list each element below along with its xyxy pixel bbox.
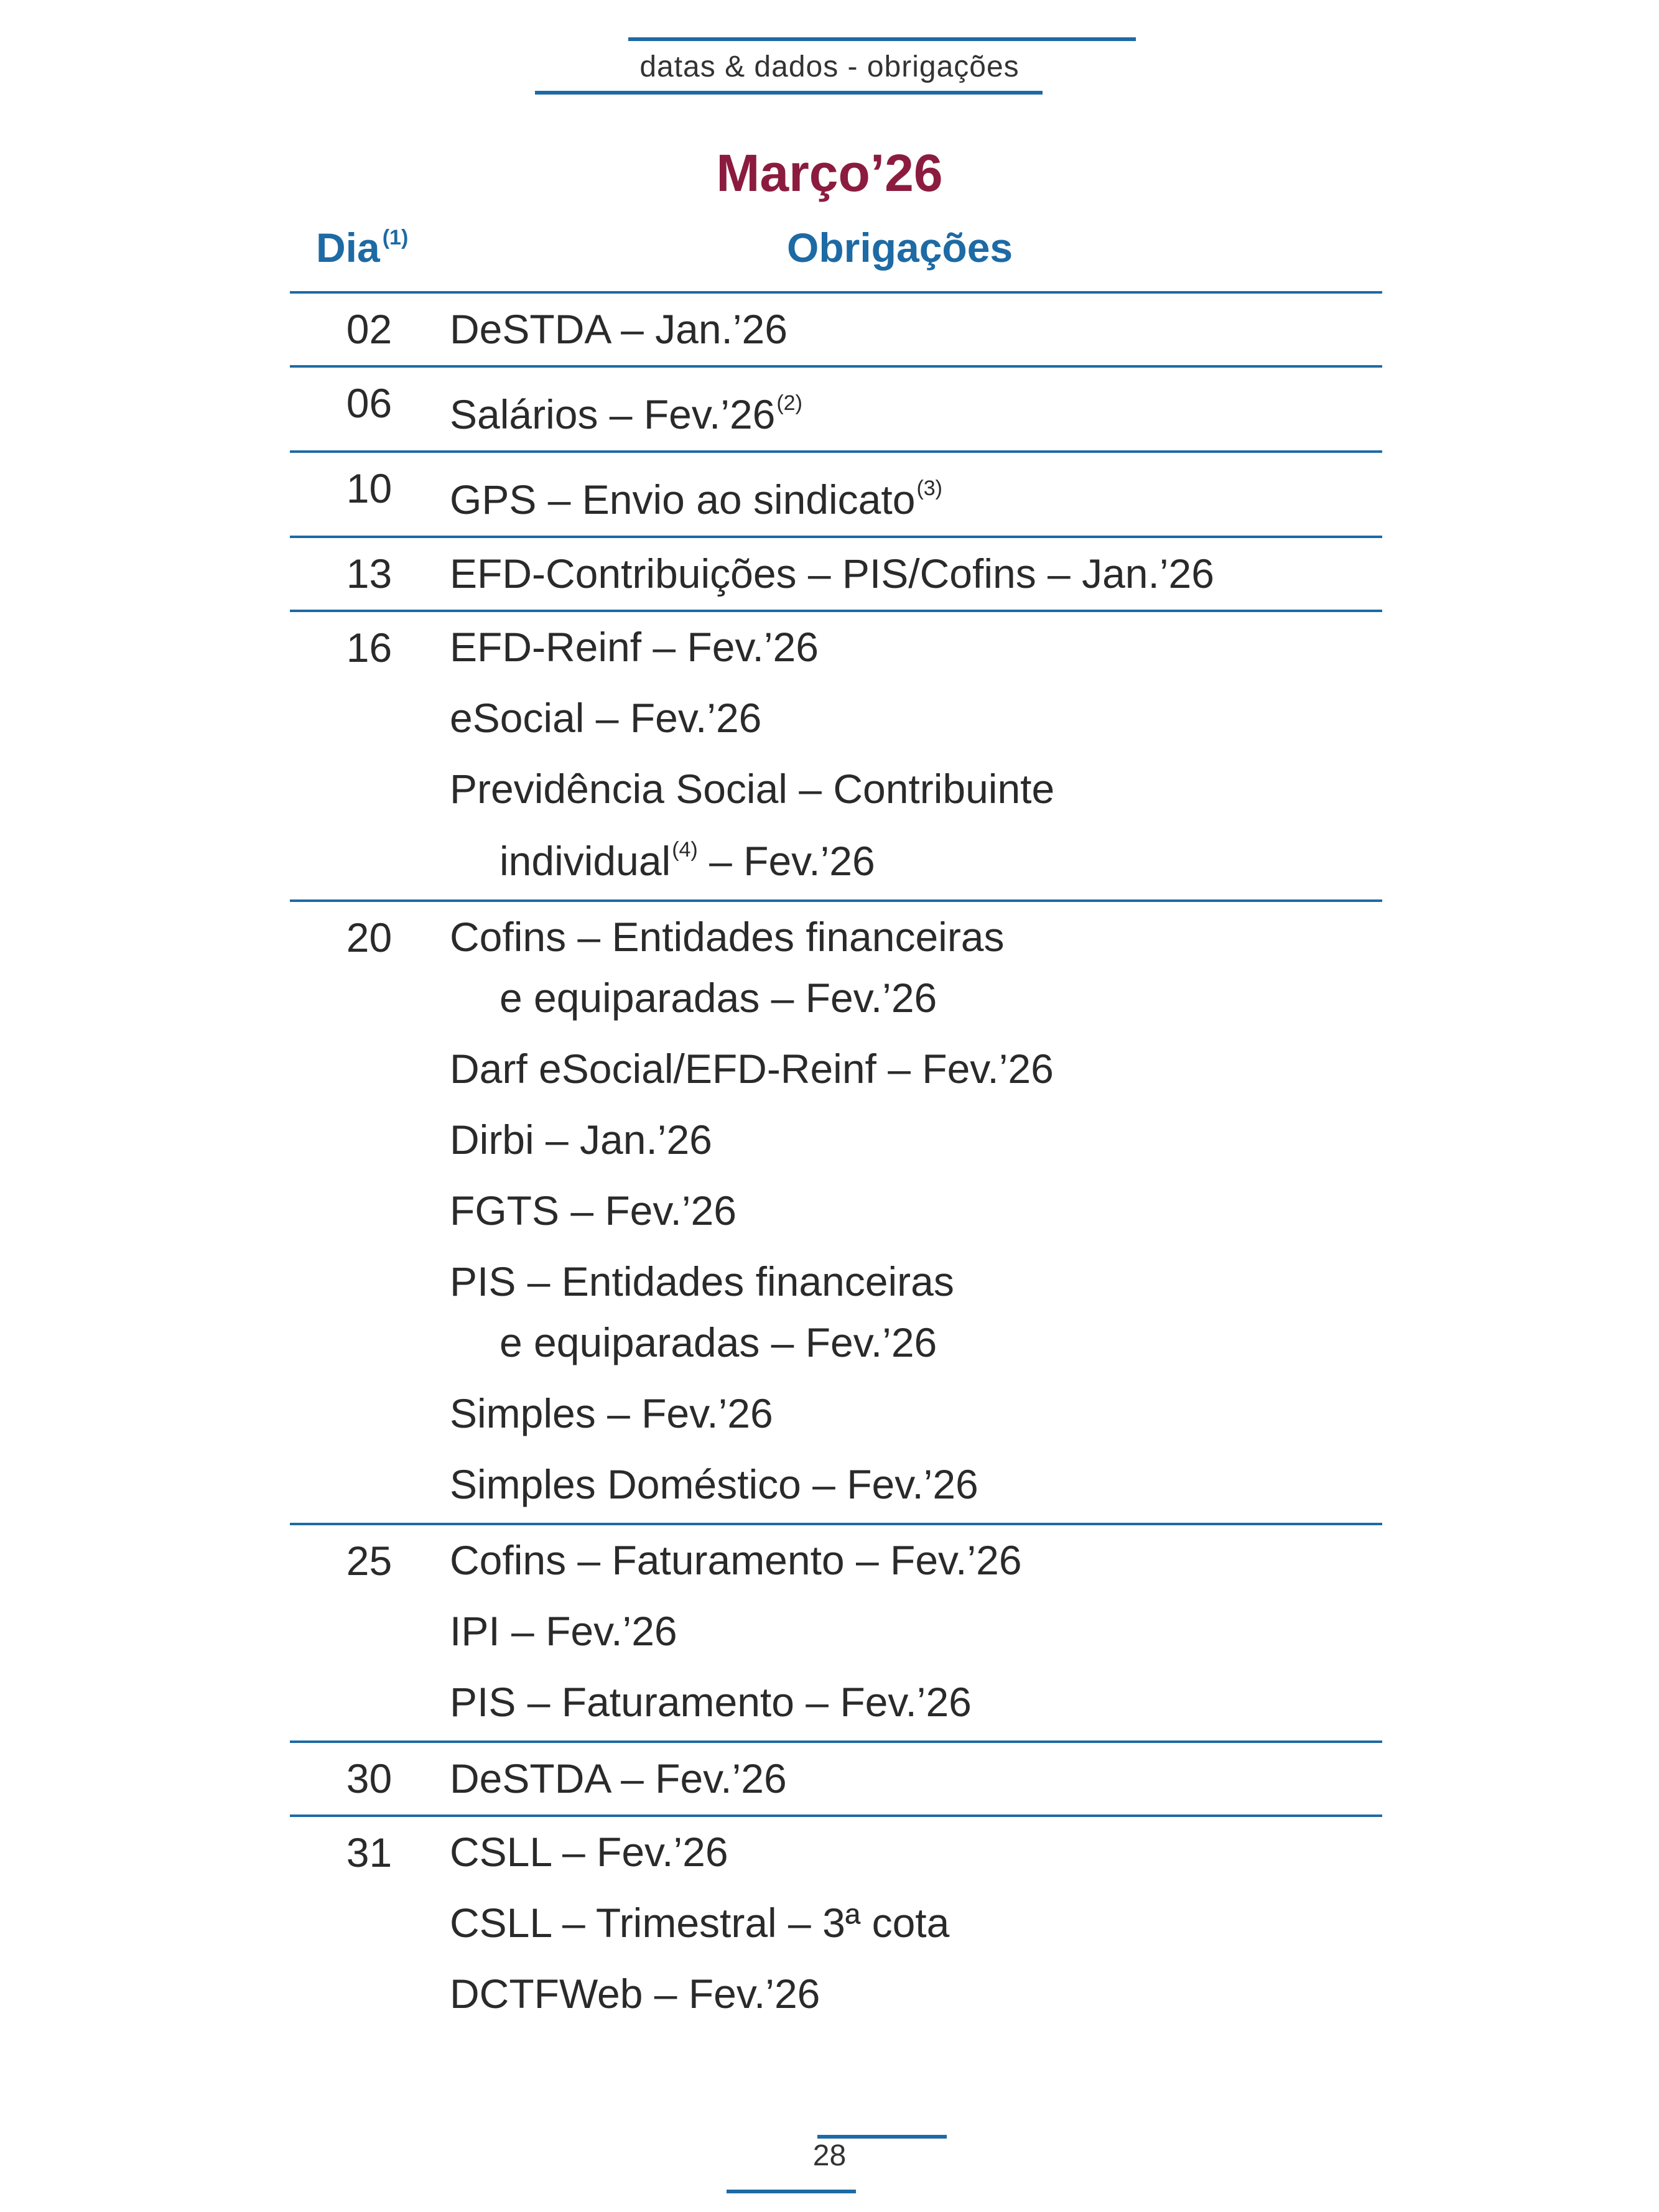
obligation-item [450, 1250, 1382, 1373]
obligation-text: PIS – Faturamento – Fev.’26 [450, 1679, 972, 1725]
obligation-text: PIS – Entidades financeiras [450, 1258, 954, 1304]
obligation-item [450, 294, 1382, 365]
obligation-item [450, 1600, 1382, 1662]
table-row [290, 1743, 1382, 1815]
obligation-text: DCTFWeb – Fev.’26 [450, 1971, 820, 2017]
table-body [290, 294, 1382, 2032]
table-row [290, 612, 1382, 899]
obligations-cell [448, 368, 1382, 450]
footnote-marker: (3) [916, 476, 942, 500]
obligations-cell [448, 294, 1382, 365]
day-cell: 16 [346, 625, 393, 671]
obligation-item [450, 1529, 1382, 1591]
column-header-obligations: Obrigações [787, 225, 1013, 271]
obligations-cell [448, 1743, 1382, 1815]
obligation-text: Darf eSocial/EFD-Reinf – Fev.’26 [450, 1046, 1054, 1092]
obligation-item [450, 368, 1382, 450]
obligation-text: DeSTDA – Jan.’26 [450, 306, 788, 352]
obligation-text: Cofins – Faturamento – Fev.’26 [450, 1537, 1022, 1583]
column-header-day [316, 224, 408, 271]
table-row [290, 1525, 1382, 1740]
table-row [290, 902, 1382, 1523]
day-cell: 02 [346, 306, 393, 352]
obligations-cell [448, 453, 1382, 536]
obligations-cell [448, 538, 1382, 610]
obligation-item [450, 1382, 1382, 1444]
table-row [290, 294, 1382, 365]
header-rule-top [628, 37, 1136, 41]
page-header: datas & dados - obrigações [639, 50, 1020, 83]
obligation-item [450, 1743, 1382, 1815]
obligations-table [290, 291, 1382, 2032]
obligation-item [450, 1671, 1382, 1733]
obligations-cell [448, 1817, 1382, 2032]
obligation-text: Salários – Fev.’26 [450, 391, 776, 437]
obligation-text: Previdência Social – Contribuinte [450, 766, 1055, 812]
obligations-cell [448, 612, 1382, 899]
obligation-text: CSLL – Fev.’26 [450, 1829, 728, 1875]
obligation-item [450, 538, 1382, 610]
obligation-text: Simples Doméstico – Fev.’26 [450, 1461, 978, 1507]
footer-rule-bottom [727, 2190, 856, 2193]
obligation-continuation-text: individual [500, 838, 671, 884]
obligation-item [450, 1821, 1382, 1883]
obligation-continuation-tail: – Fev.’26 [697, 838, 875, 884]
table-row [290, 453, 1382, 536]
day-cell: 25 [346, 1538, 393, 1584]
table-row [290, 1817, 1382, 2032]
month-title: Março’26 [716, 144, 943, 202]
obligation-text: Simples – Fev.’26 [450, 1390, 773, 1436]
obligation-item [450, 1453, 1382, 1515]
footnote-marker: (1) [382, 226, 409, 249]
day-cell: 13 [346, 551, 393, 597]
table-row [290, 538, 1382, 610]
day-cell: 31 [346, 1829, 393, 1875]
table-row [290, 368, 1382, 450]
obligations-cell [448, 1525, 1382, 1740]
obligation-item [450, 687, 1382, 749]
obligation-item [450, 758, 1382, 892]
obligation-text: IPI – Fev.’26 [450, 1608, 677, 1654]
obligation-item [450, 616, 1382, 678]
obligation-text: DeSTDA – Fev.’26 [450, 1755, 787, 1801]
header-rule-bottom [535, 91, 1043, 95]
obligation-text: GPS – Envio ao sindicato [450, 476, 916, 523]
obligation-item [450, 453, 1382, 536]
obligation-item [450, 1892, 1382, 1954]
day-cell: 20 [346, 914, 393, 960]
footnote-marker: (4) [672, 838, 698, 862]
obligation-text: eSocial – Fev.’26 [450, 695, 762, 741]
obligation-text: EFD-Reinf – Fev.’26 [450, 624, 819, 670]
obligation-item [450, 1963, 1382, 2025]
obligation-item [450, 1108, 1382, 1171]
obligation-item [450, 1038, 1382, 1100]
obligation-item [450, 1179, 1382, 1242]
obligation-continuation-text: e equiparadas – Fev.’26 [500, 975, 937, 1021]
obligation-text: FGTS – Fev.’26 [450, 1187, 737, 1234]
obligation-text: Cofins – Entidades financeiras [450, 914, 1005, 960]
column-header-day-label: Dia [316, 225, 380, 271]
obligation-continuation [450, 819, 1382, 892]
page-number: 28 [812, 2139, 847, 2172]
obligation-continuation [450, 967, 1382, 1029]
obligation-continuation-text: e equiparadas – Fev.’26 [500, 1319, 937, 1365]
obligation-text: Dirbi – Jan.’26 [450, 1117, 712, 1163]
day-cell: 06 [346, 380, 393, 426]
footnote-marker: (2) [776, 391, 802, 415]
obligation-text: CSLL – Trimestral – 3ª cota [450, 1900, 950, 1946]
day-cell: 30 [346, 1755, 393, 1801]
obligation-text: EFD-Contribuições – PIS/Cofins – Jan.’26 [450, 551, 1214, 597]
obligation-item [450, 906, 1382, 1029]
day-cell: 10 [346, 465, 393, 511]
obligations-cell [448, 902, 1382, 1523]
obligation-continuation [450, 1311, 1382, 1373]
